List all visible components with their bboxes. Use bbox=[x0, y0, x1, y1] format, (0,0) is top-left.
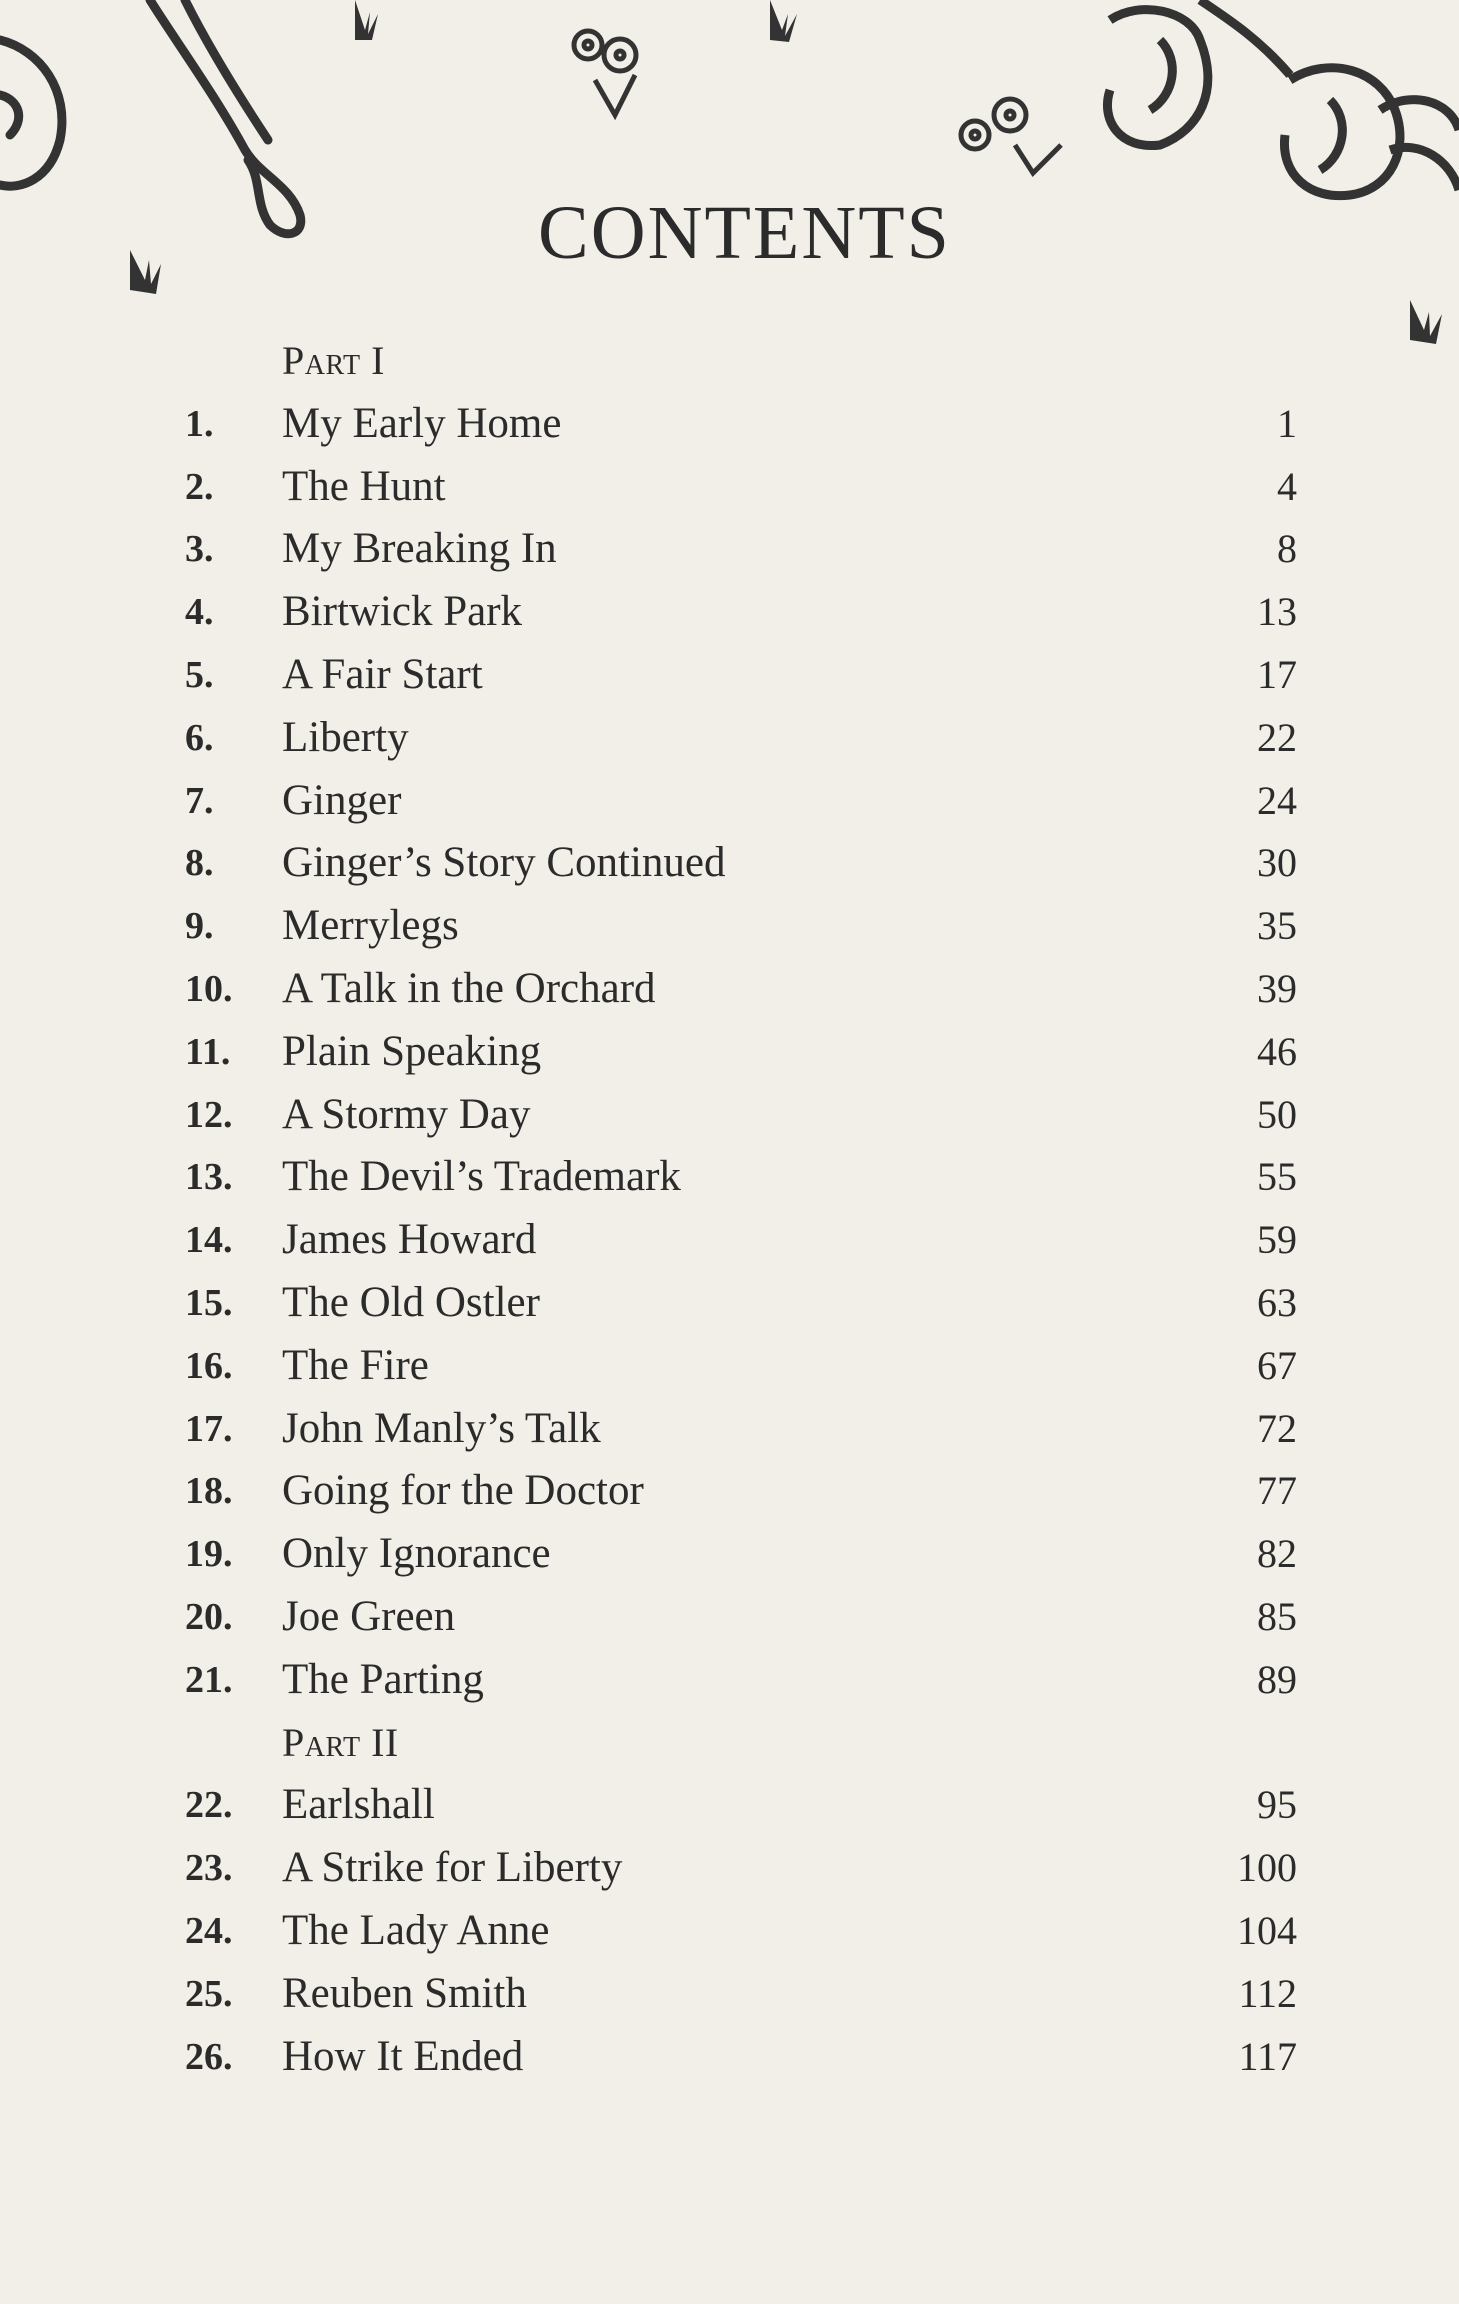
toc-entry[interactable] bbox=[0, 832, 1459, 895]
chapter-number: 13. bbox=[185, 1156, 233, 1199]
chapter-number: 16. bbox=[185, 1344, 233, 1387]
chapter-title: Joe Green bbox=[282, 1592, 456, 1640]
chapter-number: 19. bbox=[185, 1533, 233, 1576]
chapter-number: 10. bbox=[185, 967, 233, 1010]
chapter-number: 6. bbox=[185, 716, 214, 759]
page-number: 13 bbox=[1257, 589, 1297, 635]
toc-entry[interactable] bbox=[0, 1335, 1459, 1398]
chapter-title: The Old Ostler bbox=[282, 1278, 540, 1326]
chapter-number: 2. bbox=[185, 465, 214, 508]
flower-icon bbox=[574, 31, 636, 115]
part-heading[interactable] bbox=[0, 1712, 1459, 1775]
chapter-number: 17. bbox=[185, 1407, 233, 1450]
chapter-title: My Breaking In bbox=[282, 525, 557, 573]
horse-outline-decor bbox=[0, 40, 62, 186]
page-number: 112 bbox=[1238, 1970, 1297, 2016]
chapter-title: Ginger’s Story Continued bbox=[282, 839, 726, 887]
toc-entry[interactable] bbox=[0, 1084, 1459, 1147]
chapter-number: 15. bbox=[185, 1281, 233, 1324]
toc-entry[interactable] bbox=[0, 895, 1459, 958]
page-number: 4 bbox=[1277, 463, 1297, 509]
toc-entry[interactable] bbox=[0, 1586, 1459, 1649]
chapter-title: Earlshall bbox=[282, 1781, 435, 1829]
page-number: 85 bbox=[1257, 1593, 1297, 1639]
page-number: 67 bbox=[1257, 1342, 1297, 1388]
chapter-number: 14. bbox=[185, 1219, 233, 1262]
chapter-title: The Hunt bbox=[282, 462, 446, 510]
part-label: Part I bbox=[282, 338, 385, 383]
chapter-title: A Strike for Liberty bbox=[282, 1844, 623, 1892]
chapter-number: 22. bbox=[185, 1784, 233, 1827]
page-number: 30 bbox=[1257, 840, 1297, 886]
toc-entry[interactable] bbox=[0, 1460, 1459, 1523]
chapter-title: The Fire bbox=[282, 1341, 429, 1389]
toc-entry[interactable] bbox=[0, 958, 1459, 1021]
page-number: 24 bbox=[1257, 777, 1297, 823]
toc-entry[interactable] bbox=[0, 1837, 1459, 1900]
page-number: 77 bbox=[1257, 1468, 1297, 1514]
page-number: 55 bbox=[1257, 1154, 1297, 1200]
chapter-title: James Howard bbox=[282, 1216, 537, 1264]
chapter-title: The Parting bbox=[282, 1655, 484, 1703]
page-number: 46 bbox=[1257, 1028, 1297, 1074]
chapter-title: Reuben Smith bbox=[282, 1969, 527, 2017]
page-number: 50 bbox=[1257, 1091, 1297, 1137]
toc-entry[interactable] bbox=[0, 581, 1459, 644]
flower-icon bbox=[961, 99, 1061, 173]
page-number: 82 bbox=[1257, 1531, 1297, 1577]
chapter-number: 1. bbox=[185, 402, 214, 445]
page-number: 39 bbox=[1257, 965, 1297, 1011]
chapter-number: 4. bbox=[185, 591, 214, 634]
page-number: 22 bbox=[1257, 714, 1297, 760]
chapter-title: How It Ended bbox=[282, 2032, 524, 2080]
page-number: 35 bbox=[1257, 903, 1297, 949]
chapter-title: John Manly’s Talk bbox=[282, 1404, 601, 1452]
chapter-number: 12. bbox=[185, 1093, 233, 1136]
chapter-number: 7. bbox=[185, 779, 214, 822]
toc-entry[interactable] bbox=[0, 1209, 1459, 1272]
chapter-title: A Talk in the Orchard bbox=[282, 964, 656, 1012]
chapter-title: The Lady Anne bbox=[282, 1906, 550, 1954]
page-number: 72 bbox=[1257, 1405, 1297, 1451]
page-number: 1 bbox=[1277, 400, 1297, 446]
page-title: CONTENTS bbox=[538, 191, 951, 275]
toc-entry[interactable] bbox=[0, 518, 1459, 581]
toc-entry[interactable] bbox=[0, 1146, 1459, 1209]
toc-entry[interactable] bbox=[0, 1649, 1459, 1712]
toc-entry[interactable] bbox=[0, 1963, 1459, 2026]
chapter-title: Plain Speaking bbox=[282, 1027, 542, 1075]
chapter-title: Ginger bbox=[282, 776, 402, 824]
chapter-title: Merrylegs bbox=[282, 902, 459, 950]
chapter-number: 26. bbox=[185, 2035, 233, 2078]
grass-tuft-icon bbox=[355, 0, 378, 40]
chapter-number: 23. bbox=[185, 1847, 233, 1890]
toc-entry[interactable] bbox=[0, 1523, 1459, 1586]
chapter-number: 25. bbox=[185, 1972, 233, 2015]
toc-entry[interactable] bbox=[0, 456, 1459, 519]
chapter-number: 8. bbox=[185, 842, 214, 885]
page-number: 8 bbox=[1277, 526, 1297, 572]
chapter-title: Birtwick Park bbox=[282, 588, 523, 636]
chapter-number: 18. bbox=[185, 1470, 233, 1513]
toc-entry[interactable] bbox=[0, 2026, 1459, 2089]
page-number: 63 bbox=[1257, 1279, 1297, 1325]
chapter-number: 5. bbox=[185, 653, 214, 696]
part-label: Part II bbox=[282, 1719, 399, 1765]
page-number: 104 bbox=[1237, 1907, 1297, 1953]
chapter-title: Only Ignorance bbox=[282, 1530, 551, 1578]
chapter-title: Going for the Doctor bbox=[282, 1467, 644, 1515]
toc-entry[interactable] bbox=[0, 1272, 1459, 1335]
part-heading[interactable] bbox=[0, 330, 1459, 393]
page-number: 100 bbox=[1237, 1845, 1297, 1891]
chapter-title: Liberty bbox=[282, 713, 409, 761]
toc-entry[interactable] bbox=[0, 1900, 1459, 1963]
chapter-title: A Stormy Day bbox=[282, 1090, 531, 1138]
toc-entry[interactable] bbox=[0, 770, 1459, 833]
page-number: 95 bbox=[1257, 1782, 1297, 1828]
page-number: 117 bbox=[1238, 2033, 1297, 2079]
toc-entry[interactable] bbox=[0, 707, 1459, 770]
chapter-number: 11. bbox=[185, 1030, 231, 1073]
toc-entry[interactable] bbox=[0, 393, 1459, 456]
toc-entry[interactable] bbox=[0, 1021, 1459, 1084]
chapter-title: The Devil’s Trademark bbox=[282, 1153, 681, 1201]
chapter-title: My Early Home bbox=[282, 399, 562, 447]
chapter-title: A Fair Start bbox=[282, 650, 483, 698]
floral-decoration bbox=[0, 0, 1459, 360]
toc-entry[interactable] bbox=[0, 1774, 1459, 1837]
chapter-number: 24. bbox=[185, 1909, 233, 1952]
chapter-number: 9. bbox=[185, 905, 214, 948]
page-number: 17 bbox=[1257, 651, 1297, 697]
chapter-number: 20. bbox=[185, 1595, 233, 1638]
rose-cluster-decor bbox=[1107, 0, 1459, 196]
chapter-number: 3. bbox=[185, 528, 214, 571]
toc-entry[interactable] bbox=[0, 644, 1459, 707]
toc-entry[interactable] bbox=[0, 1398, 1459, 1461]
page-number: 59 bbox=[1257, 1217, 1297, 1263]
chapter-number: 21. bbox=[185, 1658, 233, 1701]
table-of-contents bbox=[0, 330, 1459, 2088]
grass-tuft-icon bbox=[770, 0, 797, 42]
page-number: 89 bbox=[1257, 1656, 1297, 1702]
